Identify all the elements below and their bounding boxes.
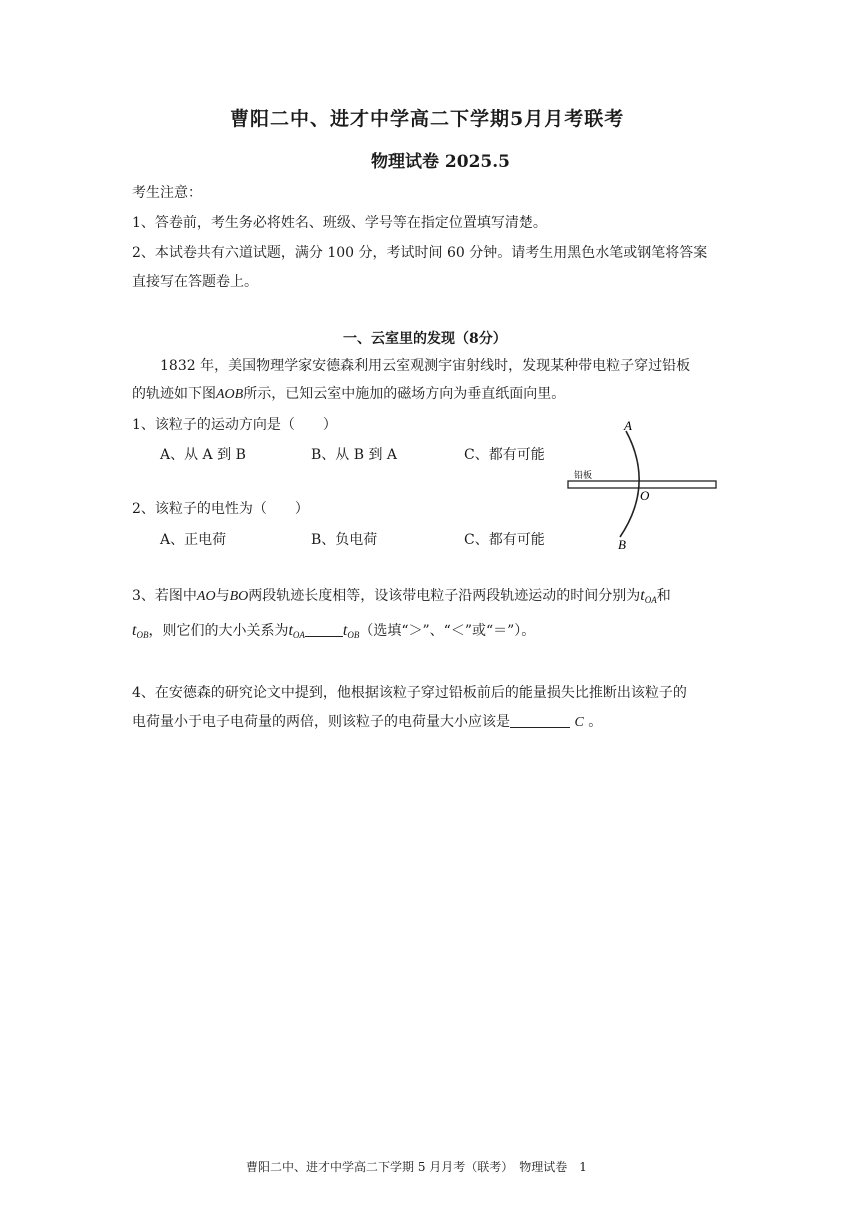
lead-plate-label: 铅板 [574, 471, 593, 481]
question-4-line-2: 电荷量小于电子电荷量的两倍，则该粒子的电荷量大小应该是 C 。 [132, 714, 603, 730]
question-1-option-c: C、都有可能 [464, 447, 545, 463]
answer-blank-charge[interactable] [510, 713, 570, 728]
point-a-label: A [624, 418, 632, 433]
answer-blank-comparison[interactable] [305, 622, 343, 637]
question-3-line-2: $t_{OB}$，则它们的大小关系为$t_{OA}$ $t_{OB}$（选填“＞”、“＜”或“＝”）。 [132, 622, 536, 640]
question-2-option-b: B、负电荷 [311, 532, 378, 548]
question-2-option-c: C、都有可能 [464, 532, 545, 548]
point-b-label: B [618, 537, 626, 552]
question-1-option-b: B、从 B 到 A [311, 447, 398, 463]
particle-trajectory [620, 431, 639, 537]
question-4-line-1: 4、在安德森的研究论文中提到，他根据该粒子穿过铅板前后的能量损失比推断出该粒子的 [132, 685, 687, 701]
page-subtitle: 物理试卷 2025.5 [371, 152, 510, 172]
question-2-stem: 2、该粒子的电性为（ ） [132, 501, 309, 517]
question-1-option-a: A、从 A 到 B [160, 447, 246, 463]
section-intro-line-1: 1832 年，美国物理学家安德森利用云室观测宇宙射线时，发现某种带电粒子穿过铅板 [160, 358, 691, 374]
section-intro-line-2: 的轨迹如下图AOB所示，已知云室中施加的磁场方向为垂直纸面向里。 [132, 386, 566, 402]
point-o-label: O [640, 488, 650, 503]
notice-item-1: 1、答卷前，考生务必将姓名、班级、学号等在指定位置填写清楚。 [132, 215, 547, 231]
question-2-option-a: A、正电荷 [160, 532, 227, 548]
section-title: 一、云室里的发现（8分） [343, 331, 507, 347]
question-1-stem: 1、该粒子的运动方向是（ ） [132, 417, 337, 433]
notice-item-2-line-1: 2、本试卷共有六道试题，满分 100 分，考试时间 60 分钟。请考生用黑色水笔或钢笔将答案 [132, 245, 708, 261]
question-3-line-1: 3、若图中AO与BO两段轨迹长度相等，设该带电粒子沿两段轨迹运动的时间分别为$t_{OA}$和 [132, 587, 671, 605]
notice-item-2-line-2: 直接写在答题卷上。 [132, 274, 258, 290]
trajectory-label: AOB [216, 387, 244, 402]
page-title: 曹阳二中、进才中学高二下学期5月月考联考 [230, 108, 625, 130]
notice-heading: 考生注意： [132, 185, 202, 201]
page-footer: 曹阳二中、进才中学高二下学期 5 月月考（联考） 物理试卷 1 [246, 1160, 587, 1174]
trajectory-figure [560, 415, 730, 555]
lead-plate [568, 481, 716, 488]
